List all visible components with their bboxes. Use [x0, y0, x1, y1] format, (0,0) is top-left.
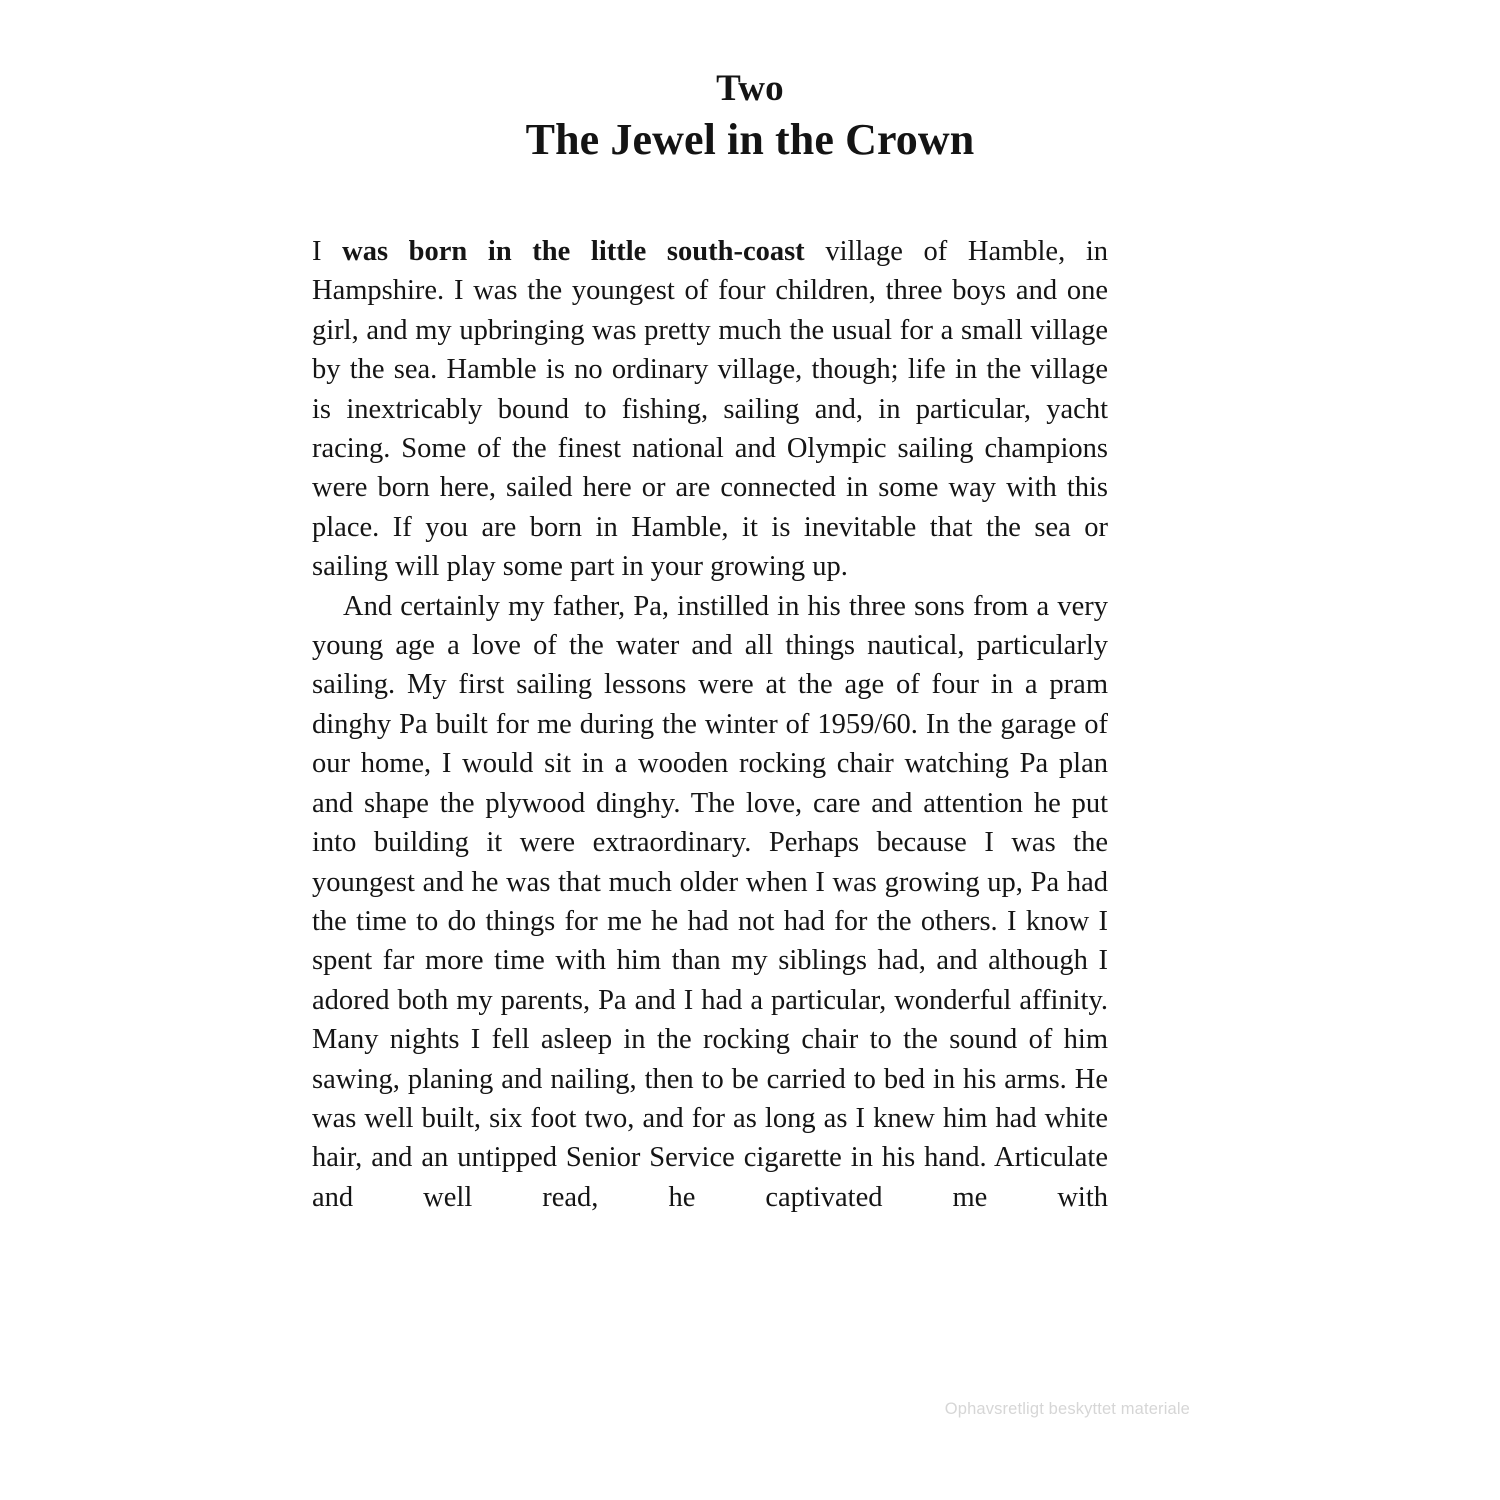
chapter-number: Two	[716, 68, 784, 109]
paragraph-initial-letter: I	[312, 236, 322, 267]
paragraph-opening	[312, 232, 1108, 587]
paragraph-body-text: village of Hamble, in Hampshire. I was the youngest of four children, three boys and one girl, and my upbringing was pretty much the usual for a small village by the sea. Hamble is no ordinary village, though; life in the village is inextricably bound to fishing, sailing and, in particular, yacht racing. Some of the finest national and Olympic sailing champions were born here, sailed here or are connected in some way with this place. If you are born in Hamble, it is inevitable that the sea or sailing will play some part in your growing up.	[312, 236, 1108, 583]
chapter-title: The Jewel in the Crown	[525, 115, 975, 164]
chapter-heading	[0, 66, 1500, 166]
body-text-column	[312, 232, 1108, 1217]
copyright-watermark: Ophavsretligt beskyttet materiale	[944, 1400, 1190, 1418]
paragraph-lead-in-bold: was born in the little south-coast	[321, 236, 805, 267]
paragraph-second: And certainly my father, Pa, instilled in his three sons from a very young age a love of the water and all things nautical, particularly sailing. My first sailing lessons were at the age of four in a pram dinghy Pa built for me during the winter of 1959/60. In the garage of our home, I would sit in a wooden rocking chair watching Pa plan and shape the plywood dinghy. The love, care and attention he put into building it were extraordinary. Perhaps because I was the youngest and he was that much older when I was growing up, Pa had the time to do things for me he had not had for the others. I know I spent far more time with him than my siblings had, and although I adored both my parents, Pa and I had a particular, wonderful affinity. Many nights I fell asleep in the rocking chair to the sound of him sawing, planing and nailing, then to be carried to bed in his arms. He was well built, six foot two, and for as long as I knew him had white hair, and an untipped Senior Service cigarette in his hand. Articulate and well read, he captivated me with	[312, 590, 1108, 1213]
